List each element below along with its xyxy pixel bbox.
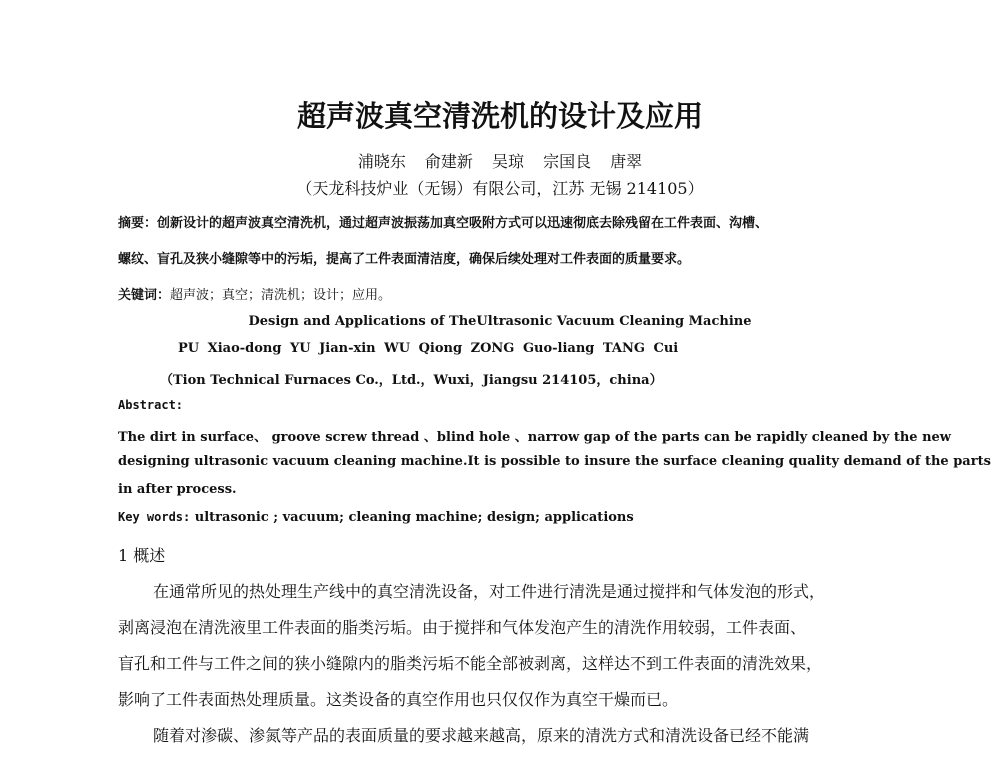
abstract-english-line-2: designing ultrasonic vacuum cleaning machine.It is possible to insure the surface cleaning quality demand of the parts [118, 454, 991, 469]
affiliation-chinese: （天龙科技炉业（无锡）有限公司，江苏 无锡 214105） [296, 179, 704, 198]
authors-chinese: 浦晓东 俞建新 吴琼 宗国良 唐翠 [357, 152, 643, 171]
abstract-english-line-3: in after process. [118, 482, 237, 497]
abstract-english-label: Abstract: [118, 398, 184, 412]
section-heading: 1 概述 [118, 546, 166, 565]
keywords-chinese-value: 超声波；真空；清洗机；设计；应用。 [170, 288, 392, 303]
body-line-4: 影响了工件表面热处理质量。这类设备的真空作用也只仅仅作为真空干燥而已。 [118, 690, 679, 709]
body-line-5: 随着对渗碳、渗氮等产品的表面质量的要求越来越高，原来的清洗方式和清洗设备已经不能满 [153, 726, 810, 745]
keywords-english-label: Key words: [118, 510, 191, 524]
keywords-chinese [118, 284, 391, 303]
keywords-english-value: ultrasonic ; vacuum; cleaning machine; design; applications [194, 510, 634, 525]
keywords-english [118, 510, 634, 525]
affiliation-english: （Tion Technical Furnaces Co.，Ltd.，Wuxi，Jiangsu 214105，china） [160, 373, 663, 388]
abstract-chinese-line-1: 摘要：创新设计的超声波真空清洗机，通过超声波振荡加真空吸附方式可以迅速彻底去除残留在工件表面、沟槽、 [118, 216, 769, 231]
abstract-chinese-line-2: 螺纹、盲孔及狭小缝隙等中的污垢，提高了工件表面清洁度，确保后续处理对工件表面的质量要求。 [118, 252, 691, 267]
abstract-english-line-1: The dirt in surface、 groove screw thread 、blind hole 、narrow gap of the parts can be rapidly cleaned by the new [118, 430, 951, 445]
body-line-1: 在通常所见的热处理生产线中的真空清洗设备，对工件进行清洗是通过搅拌和气体发泡的形式， [153, 582, 826, 601]
body-line-3: 盲孔和工件与工件之间的狭小缝隙内的脂类污垢不能全部被剥离，这样达不到工件表面的清洗效果， [118, 654, 823, 673]
english-title: Design and Applications of TheUltrasonic Vacuum Cleaning Machine [248, 314, 752, 329]
paper-title: 超声波真空清洗机的设计及应用 [296, 99, 703, 133]
authors-english: PU Xiao-dong YU Jian-xin WU Qiong ZONG Guo-liang TANG Cui [178, 341, 679, 356]
body-line-2: 剥离浸泡在清洗液里工件表面的脂类污垢。由于搅拌和气体发泡产生的清洗作用较弱，工件表面、 [118, 618, 807, 637]
keywords-chinese-label: 关键词： [118, 288, 171, 303]
